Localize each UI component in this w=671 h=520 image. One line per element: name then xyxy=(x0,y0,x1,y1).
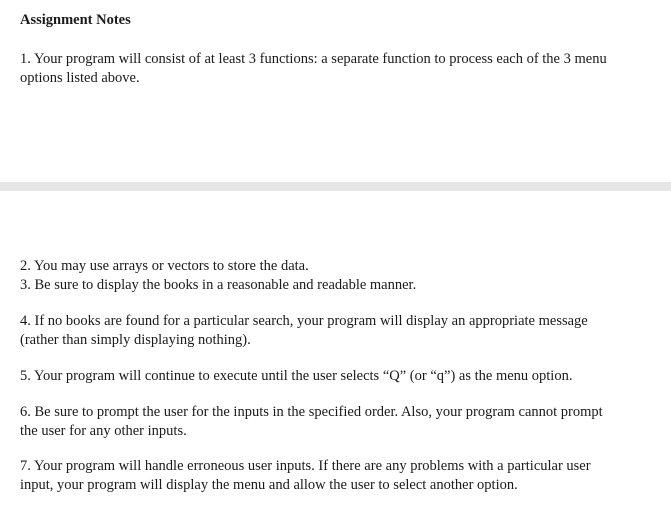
document-page-bottom xyxy=(0,191,671,520)
note-1-line-1: 1. Your program will consist of at least 3 functions: a separate function to process each of the 3 menu xyxy=(20,51,607,67)
note-4-line-2: (rather than simply displaying nothing). xyxy=(20,332,251,348)
note-7-line-2: input, your program will display the menu and allow the user to select another option. xyxy=(20,477,518,493)
note-5 xyxy=(20,367,650,386)
note-7 xyxy=(20,457,650,495)
note-1 xyxy=(20,50,650,88)
note-4 xyxy=(20,312,650,350)
document-page-top xyxy=(0,0,671,182)
note-6-line-1: 6. Be sure to prompt the user for the inputs in the specified order. Also, your program cannot prompt xyxy=(20,404,603,420)
note-3 xyxy=(20,276,650,295)
note-1-line-2: options listed above. xyxy=(20,70,140,86)
note-4-line-1: 4. If no books are found for a particular search, your program will display an appropriate message xyxy=(20,313,588,329)
note-6-line-2: the user for any other inputs. xyxy=(20,423,187,439)
note-5-line: 5. Your program will continue to execute until the user selects “Q” (or “q”) as the menu option. xyxy=(20,368,573,384)
note-2 xyxy=(20,257,650,276)
note-2-line: 2. You may use arrays or vectors to store the data. xyxy=(20,258,309,274)
note-7-line-1: 7. Your program will handle erroneous user inputs. If there are any problems with a particular user xyxy=(20,458,591,474)
note-6 xyxy=(20,403,650,441)
page-separator xyxy=(0,182,671,191)
section-heading: Assignment Notes xyxy=(20,12,131,28)
note-3-line: 3. Be sure to display the books in a reasonable and readable manner. xyxy=(20,277,417,293)
